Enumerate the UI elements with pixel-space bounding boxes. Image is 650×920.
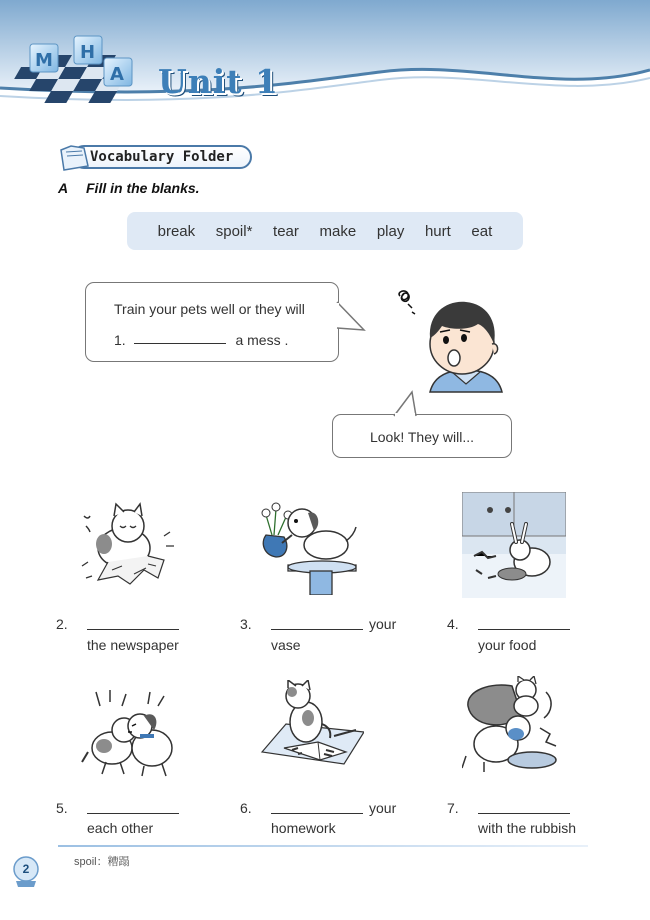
- rabbit-eating-food-illustration: [462, 492, 566, 598]
- item-caption: the newspaper: [87, 637, 179, 653]
- instruction-text: Fill in the blanks.: [86, 180, 200, 196]
- item-after-text: your: [369, 800, 397, 816]
- logo-letter-h: H: [80, 42, 96, 63]
- logo-letter-a: A: [110, 64, 124, 85]
- item-number: 3.: [240, 616, 252, 632]
- answer-blank-3[interactable]: [271, 629, 363, 630]
- cat-and-dog-playing-rubbish-illustration: [462, 676, 568, 776]
- answer-blank-2[interactable]: [87, 629, 179, 630]
- answer-blank-7[interactable]: [478, 813, 570, 814]
- section-letter: A: [58, 180, 69, 196]
- word-bank-item: play: [376, 222, 405, 240]
- folder-icon: [58, 140, 92, 174]
- banner-title: Vocabulary Folder: [90, 149, 234, 165]
- dogs-fighting-illustration: [80, 690, 184, 780]
- item-caption: with the rubbish: [478, 820, 577, 836]
- word-bank-item: spoil*: [215, 222, 253, 240]
- dog-breaking-vase-illustration: [252, 495, 362, 595]
- answer-blank-4[interactable]: [478, 629, 570, 630]
- header-wave-graphic: [0, 0, 650, 120]
- word-bank: [127, 212, 523, 250]
- logo-letter-m: M: [35, 50, 53, 71]
- word-bank-item: hurt: [424, 222, 451, 240]
- answer-blank-6[interactable]: [271, 813, 363, 814]
- section-banner: [58, 140, 254, 174]
- item-caption: each other: [87, 820, 154, 836]
- item-caption: your food: [478, 637, 537, 653]
- item-caption: homework: [271, 820, 336, 836]
- word-bank-item: make: [319, 222, 357, 240]
- word-bank-item: tear: [273, 222, 299, 240]
- word-bank-item: break: [157, 222, 196, 240]
- word-bank-item: eat: [471, 222, 493, 240]
- item-number: 4.: [447, 616, 459, 632]
- page-number: 2: [22, 862, 30, 876]
- answer-blank-1[interactable]: [134, 343, 226, 344]
- bubble2-tail: [390, 390, 426, 418]
- item-number: 5.: [56, 800, 68, 816]
- answer-blank-5[interactable]: [87, 813, 179, 814]
- cat-playing-homework-illustration: [258, 680, 364, 776]
- bubble2-text: Look! They will...: [369, 429, 474, 445]
- page-header: [0, 0, 650, 120]
- bubble1-line1: Train your pets well or they will: [114, 301, 305, 317]
- dizzy-scribble-icon: [399, 291, 415, 314]
- bubble1-tail: [336, 300, 366, 336]
- unit-title: Unit 1: [158, 62, 280, 101]
- cat-tearing-newspaper-illustration: [78, 500, 178, 588]
- item-caption: vase: [271, 637, 301, 653]
- speech-bubble-2: [332, 414, 512, 458]
- speech-bubble-1: [85, 282, 339, 362]
- item-number: 6.: [240, 800, 252, 816]
- bubble1-after: a mess .: [235, 332, 289, 348]
- bubble1-line2: [114, 332, 288, 348]
- item-after-text: your: [369, 616, 397, 632]
- item-number: 1.: [114, 332, 126, 348]
- item-number: 2.: [56, 616, 68, 632]
- footnote: spoil：糟蹋: [74, 856, 130, 868]
- footer-divider: [58, 845, 588, 847]
- boy-illustration: [386, 282, 511, 407]
- item-number: 7.: [447, 800, 459, 816]
